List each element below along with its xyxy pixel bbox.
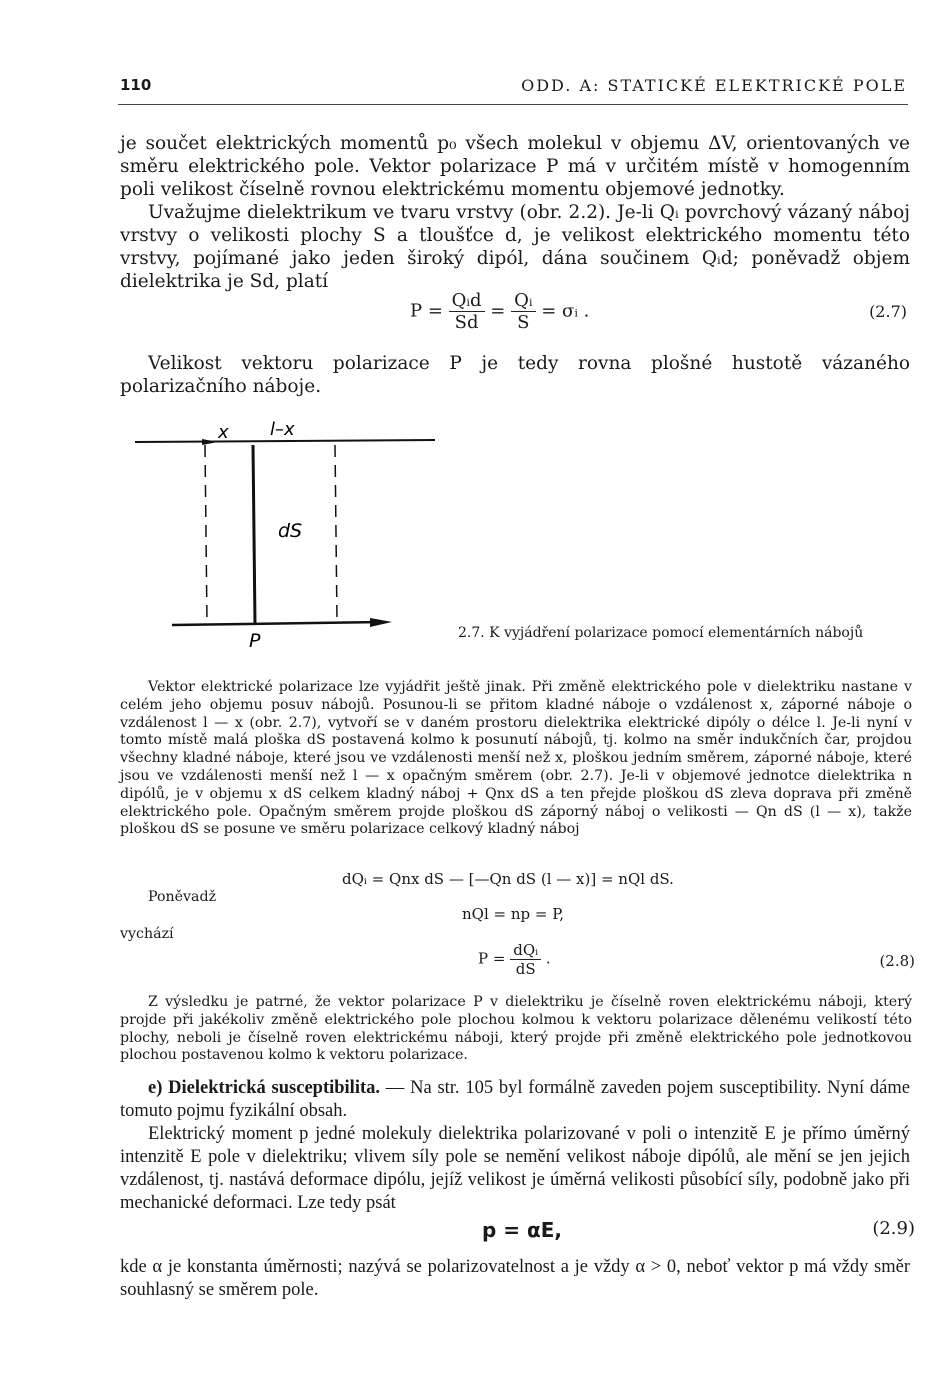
smallprint-paragraph-1: Vektor elektrické polarizace lze vyjádřit ještě jinak. Při změně elektrického pole v dielektriku nastane v celém jeho objemu posuv nábojů. Posunou-li se přitom kladné náboje o vzdálenost x, záporné náboje o vzdálenost l — x (obr. 2.7), vytvoří se v daném prostoru dielektrika elektrické dipóly o délce l. Je-li nyní v tomto místě malá ploška dS postavená kolmo k posunutí nábojů, tj. kolmo na směr indukčních čar, projdou všechny kladné náboje, které jsou ve vzdálenosti menší než x, ploškou jedním směrem, záporné náboje, které jsou ve vzdálenosti menší než l — x opačným směrem (obr. 2.7). Je-li v objemové jednotce dielektrika n dipólů, je v objemu x dS celkem kladný náboj + Qnx dS a ten přejde ploškou dS zleva doprava při změně elektrického pole. Opačným směrem projde ploškou dS záporný náboj o velikosti — Qn dS (l — x), takže ploškou dS se posune ve směru polarizace celkový kladný náboj (120, 679, 912, 838)
running-head: ODD. A: STATICKÉ ELEKTRICKÉ POLE (521, 76, 907, 95)
eq27-rhs: = σᵢ . (541, 300, 590, 322)
label-ponevadz: Poněvadž (148, 889, 217, 905)
paragraph-3: Velikost vektoru polarizace P je tedy rovna plošné hustotě vázaného polarizačního náboje. (120, 353, 910, 397)
header-rule (118, 104, 908, 105)
left-dashed-boundary (205, 445, 207, 623)
surface-ds-line (253, 445, 255, 625)
eq27-den2: S (517, 312, 530, 333)
equation-2-8 (478, 941, 551, 978)
eq27-frac2 (511, 290, 535, 333)
bottom-field-line (172, 622, 385, 625)
eq28-lhs: P = (478, 949, 506, 968)
eq28-num: dQᵢ (510, 941, 541, 960)
bottom-arrowhead (370, 618, 392, 627)
eq27-num1: Qᵢd (449, 290, 485, 312)
figure-caption: 2.7. K vyjádření polarizace pomocí elementárních nábojů (458, 625, 864, 641)
paragraph-2: Uvažujme dielektrikum ve tvaru vrstvy (obr. 2.2). Je-li Qᵢ povrchový vázaný náboj vrstvy o velikosti plochy S a tloušťce d, je velikost elektrického momentu této vrstvy, pojímané jako jeden široký dipól, dána součinem Qᵢd; poněvadž objem dielektrika je Sd, platí (120, 202, 910, 292)
label-p: P (249, 630, 261, 652)
equation-number-2-8: (2.8) (879, 952, 915, 970)
equation-number-2-7: (2.7) (869, 302, 907, 321)
eq27-lhs: P = (410, 300, 443, 322)
label-vychazi: vychází (120, 926, 174, 942)
label-x: x (218, 422, 229, 443)
right-dashed-boundary (335, 445, 337, 621)
eq27-mid: = (490, 300, 506, 322)
equation-number-2-9: (2.9) (872, 1218, 915, 1239)
eq28-rhs: . (545, 949, 551, 968)
label-l-minus-x: l–x (270, 419, 295, 440)
section-e-paragraph (120, 1077, 910, 1123)
eq28-den: dS (515, 960, 536, 978)
equation-2-9: p = αE, (482, 1218, 562, 1242)
paragraph-moment: Elektrický moment p jedné molekuly dielektrika polarizované v poli o intenzitě E je přímo úměrný intenzitě E pole v dielektriku; vlivem síly pole se nemění velikost náboje dipólů, ale mění se jen jejich vzdálenost, tj. nastává deformace dipólu, jejíž velikost je úměrná velikosti působící síly, podobně jako při mechanické deformaci. Lze tedy psát (120, 1124, 910, 1213)
paragraph-alpha: kde α je konstanta úměrnosti; nazývá se polarizovatelnost a je vždy α > 0, neboť vektor p má vždy směr souhlasný se směrem pole. (120, 1257, 910, 1300)
equation-dq: dQᵢ = Qnx dS — [—Qn dS (l — x)] = nQl dS. (342, 870, 674, 888)
equation-2-7 (410, 290, 589, 333)
top-field-line (135, 440, 435, 442)
eq27-frac1 (449, 290, 485, 333)
figure-2-7 (130, 415, 450, 655)
label-ds: dS (278, 520, 303, 542)
page-number: 110 (120, 76, 152, 94)
top-arrowhead (202, 439, 218, 445)
section-e-text: — Na str. 105 byl formálně zaveden pojem susceptibility. Nyní dáme tomuto pojmu fyzikální obsah. (120, 1078, 910, 1121)
paragraph-1: je součet elektrických momentů p₀ všech molekul v objemu ΔV, orientovaných ve směru elektrického pole. Vektor polarizace P má v určitém místě v homogenním poli velikost číselně rovnou elektrickému momentu objemové jednotky. (120, 133, 910, 200)
section-e-heading: e) Dielektrická susceptibilita. (148, 1078, 381, 1098)
equation-nql: nQl = np = P, (462, 905, 565, 923)
eq27-den1: Sd (454, 312, 479, 333)
smallprint-paragraph-2: Z výsledku je patrné, že vektor polarizace P v dielektriku je číselně roven elektrickému náboji, který projde při jakékoliv změně elektrického pole plochou kolmou k vektoru polarizace dělenému velikostí této plochy, neboli je číselně roven elektrickému náboji, který projde při změně elektrického pole jednotkovou plochou postavenou kolmo k vektoru polarizace. (120, 994, 912, 1064)
eq28-frac (510, 941, 541, 978)
eq27-num2: Qᵢ (511, 290, 535, 312)
